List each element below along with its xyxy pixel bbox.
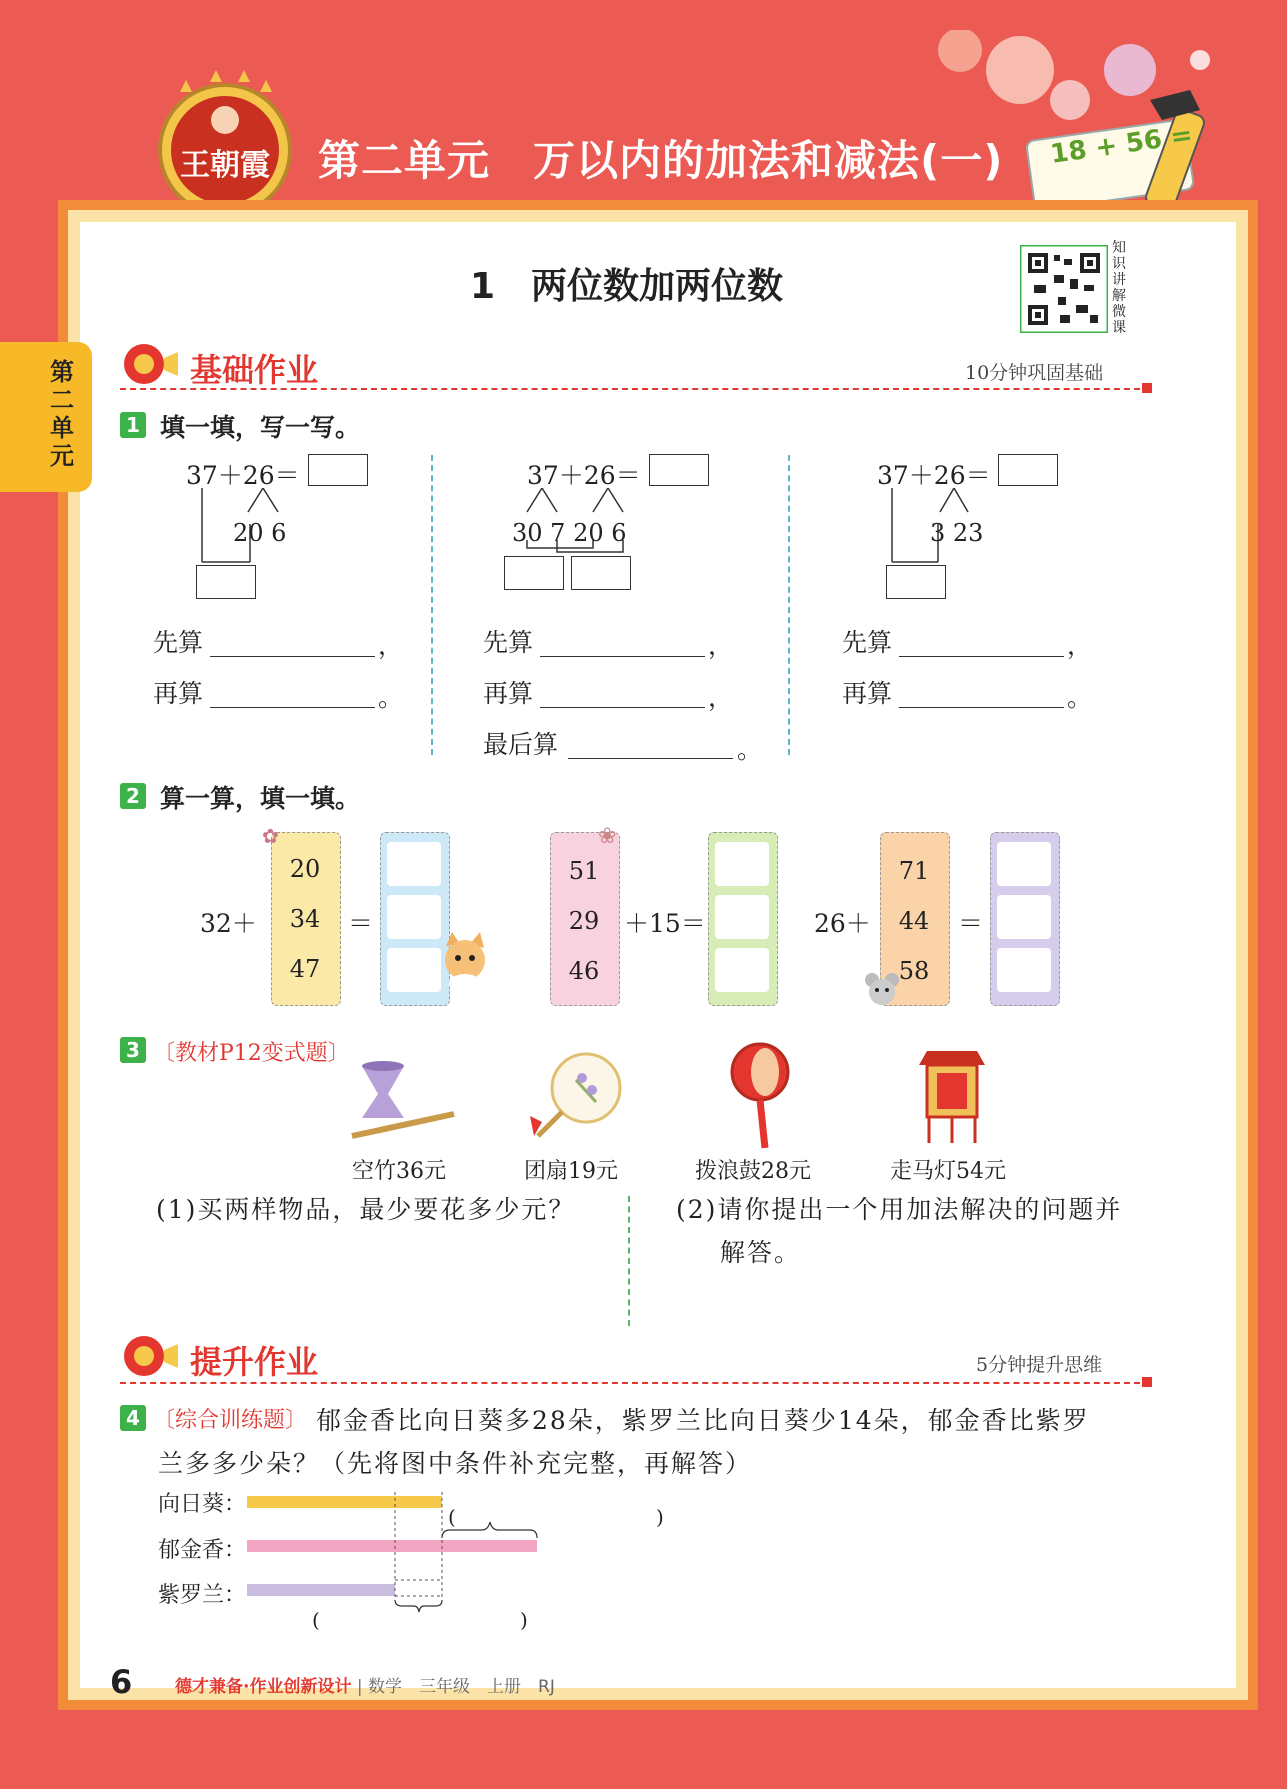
q1a-split: 20 6 <box>233 519 287 547</box>
paren-left: ( <box>448 1505 456 1529</box>
decoration-illustration <box>900 30 1260 220</box>
q2g1-value: 34 <box>289 905 321 933</box>
q1c-then-label: 再算 <box>842 679 893 708</box>
q2g2-answer-cell[interactable] <box>715 948 769 992</box>
q1c-expression: 37＋26＝ <box>877 461 991 490</box>
q2g1-value: 47 <box>289 955 321 983</box>
q1b-last-label: 最后算 <box>483 730 559 759</box>
question-number: 4 <box>120 1405 146 1431</box>
q2g1-suffix: ＝ <box>348 909 374 938</box>
deco-math-text: 18 + 56 = <box>1048 120 1195 170</box>
lantern-icon <box>915 1035 990 1147</box>
unit-title: 第二单元 万以内的加法和减法(一) <box>318 136 1004 185</box>
flower-icon: ✿ <box>262 824 279 848</box>
paren-right: ) <box>656 1505 664 1529</box>
side-tab-label: 第二单元 <box>50 358 74 470</box>
column-divider <box>431 455 433 755</box>
punct: ， <box>378 631 404 660</box>
q1c-split: 3 23 <box>930 519 984 547</box>
q1b-first-label: 先算 <box>483 628 534 657</box>
section-title-basic: 基础作业 <box>190 351 319 389</box>
q2g2-answer-cell[interactable] <box>715 895 769 939</box>
q1b-then-label: 再算 <box>483 679 534 708</box>
paw-icon: ❀ <box>598 824 617 849</box>
q2g2-suffix: ＋15＝ <box>624 909 706 938</box>
q1b-answer-box[interactable] <box>649 454 709 486</box>
q2g3-suffix: ＝ <box>958 909 984 938</box>
qr-code-icon[interactable] <box>1020 245 1108 333</box>
q1a-then-blank[interactable] <box>210 707 375 708</box>
paren-right: ) <box>520 1608 528 1632</box>
q1a-then-label: 再算 <box>153 679 204 708</box>
q1a-first-blank[interactable] <box>210 656 375 657</box>
section-divider <box>120 1382 1150 1384</box>
qr-label: 知识讲解微课 <box>1112 240 1126 336</box>
section-title-advanced: 提升作业 <box>190 1343 319 1381</box>
q1b-split: 30 7 20 6 <box>512 519 627 547</box>
punct: ， <box>708 683 734 712</box>
punct: 。 <box>378 683 404 712</box>
mouse-icon <box>864 972 900 1008</box>
punct: ， <box>1067 631 1093 660</box>
q1b-result-box-2[interactable] <box>571 556 631 590</box>
section-divider <box>120 388 1150 390</box>
footer-brand: 德才兼备·作业创新设计 <box>175 1677 352 1697</box>
question-number: 2 <box>120 783 146 809</box>
bell-icon <box>120 1330 180 1380</box>
q1c-first-label: 先算 <box>842 628 893 657</box>
question-tag: 〔教材P12变式题〕 <box>153 1041 350 1066</box>
bar-violet <box>247 1584 395 1596</box>
q2g2-value: 29 <box>568 907 600 935</box>
q1a-result-box[interactable] <box>196 565 256 599</box>
q1c-first-blank[interactable] <box>899 656 1064 657</box>
question-text: 算一算，填一填。 <box>160 784 361 813</box>
q2g1-answer-cell[interactable] <box>387 895 441 939</box>
rattle-drum-icon <box>725 1040 795 1150</box>
question-number: 1 <box>120 412 146 438</box>
q2g2-answer-cell[interactable] <box>715 842 769 886</box>
diabolo-icon <box>348 1060 458 1142</box>
q2g3-value: 71 <box>898 857 930 885</box>
paren-left: ( <box>312 1608 320 1632</box>
page-number: 6 <box>110 1663 133 1701</box>
bar-label-sunflower: 向日葵： <box>158 1492 247 1517</box>
bar-diagram-marks <box>390 1488 550 1618</box>
q4-text-line1: 郁金香比向日葵多28朵，紫罗兰比向日葵少14朵，郁金香比紫罗 <box>316 1406 1090 1435</box>
q1a-first-label: 先算 <box>153 628 204 657</box>
bar-label-violet: 紫罗兰： <box>158 1583 247 1608</box>
q1a-answer-box[interactable] <box>308 454 368 486</box>
q3-sub2-line2: 解答。 <box>720 1238 802 1267</box>
q2g2-value: 46 <box>568 957 600 985</box>
question-number: 3 <box>120 1037 146 1063</box>
cat-icon <box>440 932 490 994</box>
q2g3-answer-cell[interactable] <box>997 842 1051 886</box>
bar-label-tulip: 郁金香： <box>158 1538 247 1563</box>
footer-text: 德才兼备·作业创新设计 | 数学 三年级 上册 RJ <box>175 1677 555 1697</box>
q2g3-value: 58 <box>898 957 930 985</box>
q1b-then-blank[interactable] <box>540 707 705 708</box>
punct: 。 <box>1067 683 1093 712</box>
punct: ， <box>708 631 734 660</box>
question-tag: 〔综合训练题〕 <box>153 1408 308 1433</box>
q2g1-prefix: 32＋ <box>200 909 257 938</box>
q1c-answer-box[interactable] <box>998 454 1058 486</box>
q1c-result-box[interactable] <box>886 565 946 599</box>
footer-subject: 数学 三年级 上册 RJ <box>368 1677 555 1697</box>
logo-text: 王朝霞 <box>180 148 270 183</box>
q3-sub2-line1: (2)请你提出一个用加法解决的问题并 <box>676 1195 1123 1224</box>
q1b-expression: 37＋26＝ <box>527 461 641 490</box>
section-divider-end <box>1142 383 1152 393</box>
answer-divider <box>628 1196 630 1326</box>
q2g3-answer-cell[interactable] <box>997 948 1051 992</box>
q1a-expression: 37＋26＝ <box>186 461 300 490</box>
item-label: 空竹36元 <box>352 1159 446 1184</box>
q1b-last-blank[interactable] <box>568 758 733 759</box>
q3-sub1: (1)买两样物品，最少要花多少元？ <box>156 1195 576 1224</box>
q2g1-answer-cell[interactable] <box>387 948 441 992</box>
q2g1-value: 20 <box>289 855 321 883</box>
section-subtitle-basic: 10分钟巩固基础 <box>965 362 1104 384</box>
q1b-result-box-1[interactable] <box>504 556 564 590</box>
section-divider-end <box>1142 1377 1152 1387</box>
q2g3-answer-cell[interactable] <box>997 895 1051 939</box>
column-divider <box>788 455 790 755</box>
q1b-first-blank[interactable] <box>540 656 705 657</box>
item-label: 走马灯54元 <box>890 1159 1006 1184</box>
q2g1-answer-cell[interactable] <box>387 842 441 886</box>
bell-icon <box>120 338 180 388</box>
item-label: 团扇19元 <box>524 1159 618 1184</box>
q4-text-line2: 兰多多少朵？（先将图中条件补充完整，再解答） <box>158 1449 753 1478</box>
q2g3-value: 44 <box>898 907 930 935</box>
lesson-title: 1 两位数加两位数 <box>470 266 784 307</box>
q2g2-value: 51 <box>568 857 600 885</box>
item-label: 拨浪鼓28元 <box>695 1159 811 1184</box>
fan-icon <box>520 1050 630 1142</box>
q2g3-prefix: 26＋ <box>814 909 871 938</box>
punct: 。 <box>737 735 763 764</box>
q1c-then-blank[interactable] <box>899 707 1064 708</box>
section-subtitle-advanced: 5分钟提升思维 <box>976 1354 1103 1376</box>
question-text: 填一填，写一写。 <box>160 413 361 442</box>
